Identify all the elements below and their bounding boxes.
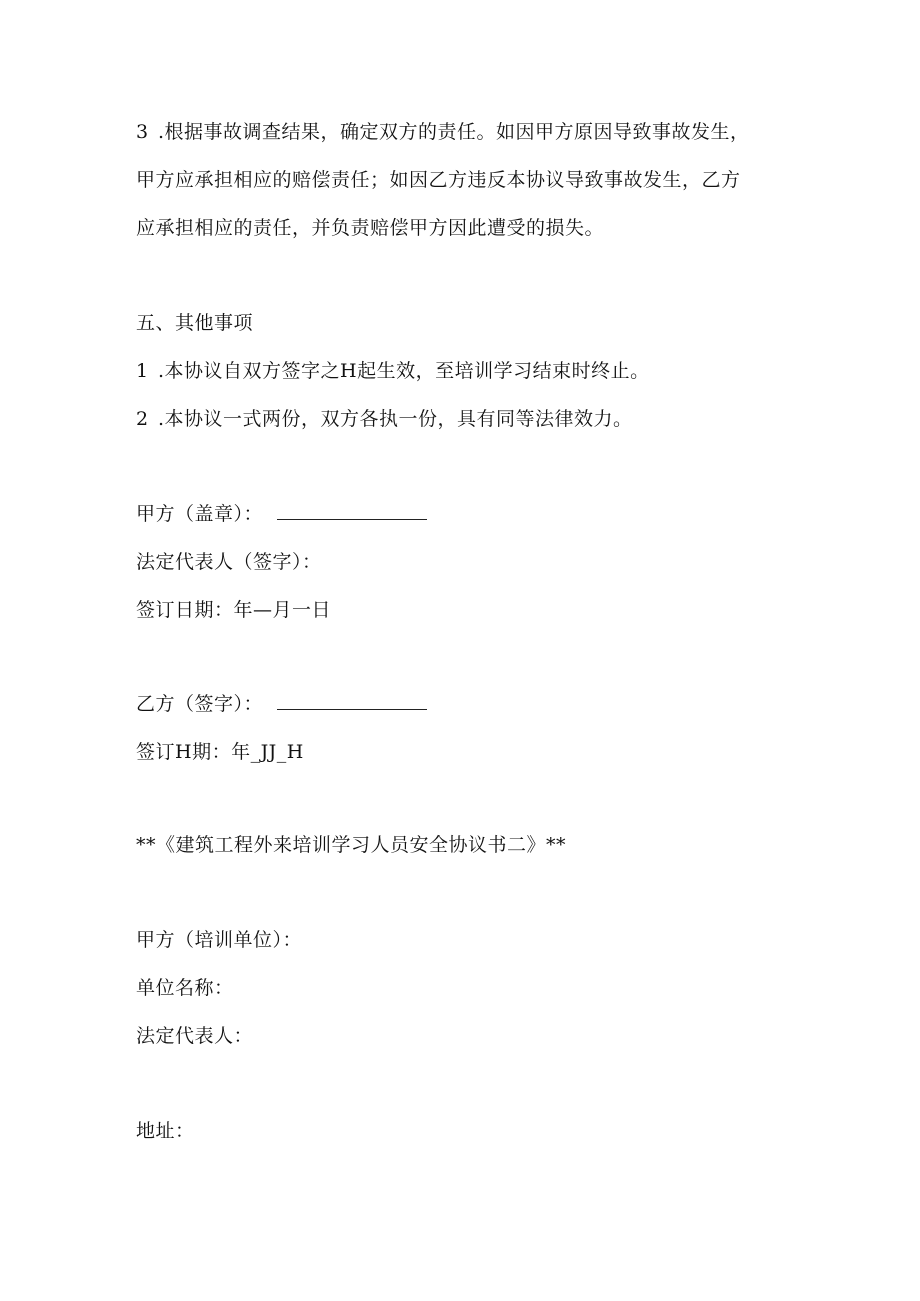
doc2-address-label: 地址： bbox=[136, 1120, 195, 1142]
clause-4-3-line-2: 甲方应承担相应的赔偿责任；如因乙方违反本协议导致事故发生，乙方 bbox=[136, 169, 741, 191]
clause-4-3-line-1 bbox=[136, 120, 750, 144]
clause-number: 2 bbox=[136, 408, 149, 430]
party-a-seal-line bbox=[136, 502, 427, 526]
section-5-heading: 五、其他事项 bbox=[136, 312, 254, 334]
clause-number: 1 bbox=[136, 360, 149, 382]
clause-5-1 bbox=[136, 359, 650, 383]
clause-text: .根据事故调查结果，确定双方的责任。如因甲方原因导致事故发生， bbox=[158, 121, 750, 143]
party-b-sign-label: 乙方（签字）： bbox=[136, 693, 264, 715]
doc2-title: **《建筑工程外来培训学习人员安全协议书二》** bbox=[136, 834, 567, 856]
doc2-party-a-label: 甲方（培训单位）： bbox=[136, 929, 303, 951]
clause-number: 3 bbox=[136, 121, 149, 143]
party-b-sign-line bbox=[136, 692, 427, 716]
doc2-rep-label: 法定代表人： bbox=[136, 1025, 254, 1047]
party-b-date-label: 签订H期：年_JJ_H bbox=[136, 741, 304, 763]
party-a-rep-label: 法定代表人（签字）： bbox=[136, 551, 322, 573]
party-a-seal-label: 甲方（盖章）： bbox=[136, 503, 264, 525]
clause-text: .本协议一式两份，双方各执一份，具有同等法律效力。 bbox=[158, 408, 633, 430]
party-a-date-label: 签订日期：年—月一日 bbox=[136, 599, 332, 621]
doc2-unit-name-label: 单位名称： bbox=[136, 977, 234, 999]
clause-5-2 bbox=[136, 407, 633, 431]
party-b-sign-blank[interactable] bbox=[277, 695, 427, 710]
clause-4-3-line-3: 应承担相应的责任，并负责赔偿甲方因此遭受的损失。 bbox=[136, 217, 605, 239]
clause-text: .本协议自双方签字之H起生效，至培训学习结束时终止。 bbox=[158, 360, 650, 382]
party-a-seal-blank[interactable] bbox=[277, 505, 427, 520]
